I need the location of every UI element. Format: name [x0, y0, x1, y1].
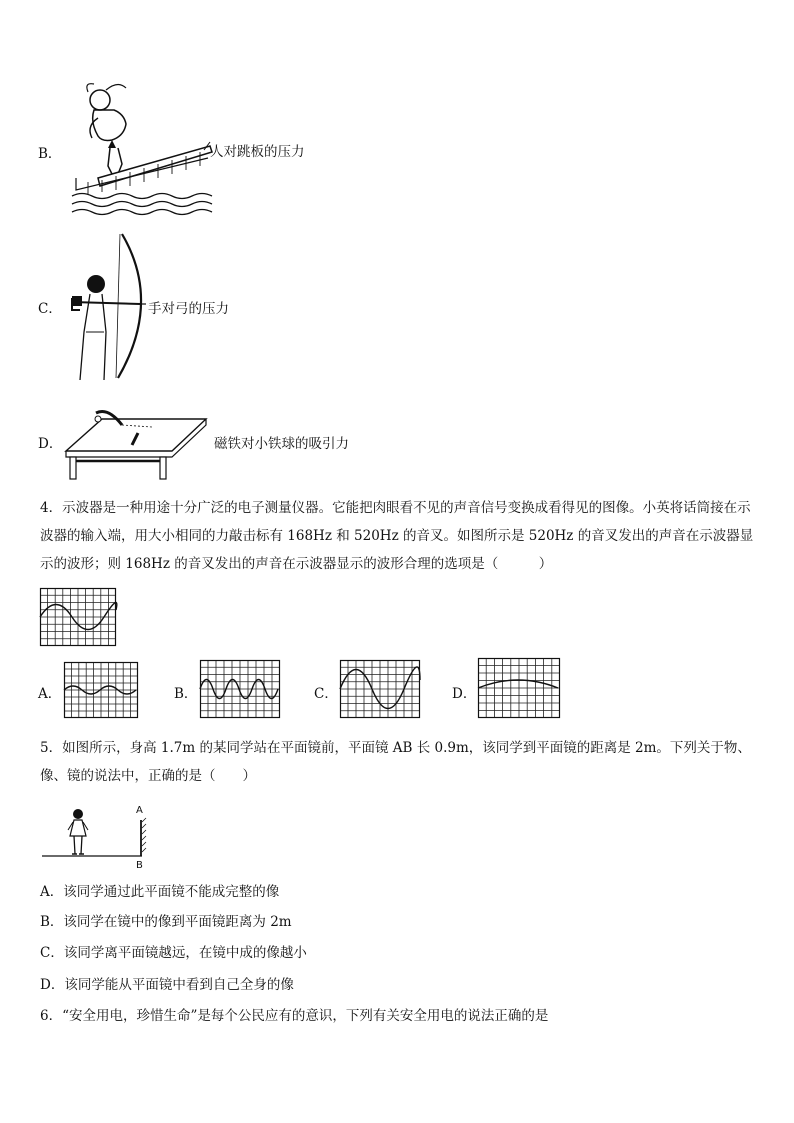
- q4-option-b-waveform: [200, 660, 280, 718]
- q4-option-b-letter: B．: [174, 686, 198, 702]
- option-c-letter: C．: [38, 301, 62, 317]
- q5-option-d: D．该同学能从平面镜中看到自己全身的像: [40, 977, 294, 993]
- q4-option-d-letter: D．: [452, 686, 477, 702]
- option-d-caption: 磁铁对小铁球的吸引力: [214, 436, 349, 452]
- q4-option-a-letter: A．: [38, 686, 62, 702]
- diving-board-figure: [68, 78, 218, 218]
- question-5-text: 5．如图所示，身高 1.7m 的某同学站在平面镜前，平面镜 AB 长 0.9m，该同学到平面镜的距离是 2m。下列关于物、像、镜的说法中，正确的是（ ）: [40, 740, 751, 784]
- q5-option-a: A．该同学通过此平面镜不能成完整的像: [40, 884, 280, 900]
- q4-option-c-letter: C．: [314, 686, 338, 702]
- q4-option-d-waveform: [478, 658, 560, 718]
- mirror-label-b: B: [136, 860, 143, 871]
- option-c-caption: 手对弓的压力: [148, 301, 229, 317]
- q5-option-c: C．该同学离平面镜越远，在镜中成的像越小: [40, 945, 307, 961]
- option-b-letter: B．: [38, 146, 62, 162]
- q4-option-c-waveform: [340, 660, 420, 718]
- q4-option-a-waveform: [64, 662, 138, 718]
- reference-waveform-520hz: [40, 588, 116, 646]
- archer-figure: [66, 232, 156, 382]
- question-4-text: 4．示波器是一种用途十分广泛的电子测量仪器。它能把肉眼看不见的声音信号变换成看得见的图像。小英将话筒接在示波器的输入端，用大小相同的力敲击标有 168Hz 和 520Hz 的音叉。如图所示是 520Hz 的音叉发出的声音在示波器显示的波形；则 168Hz 的音叉发出的声音在示波器显示的波形合理的选项是（ ）: [40, 500, 754, 572]
- mirror-label-a: A: [136, 805, 143, 816]
- option-d-letter: D．: [38, 436, 63, 452]
- q5-option-b: B．该同学在镜中的像到平面镜距离为 2m: [40, 914, 292, 930]
- magnet-table-figure: [62, 405, 212, 481]
- option-b-caption: 人对跳板的压力: [210, 144, 305, 160]
- question-6-text: 6．“安全用电，珍惜生命”是每个公民应有的意识，下列有关安全用电的说法正确的是: [40, 1008, 549, 1024]
